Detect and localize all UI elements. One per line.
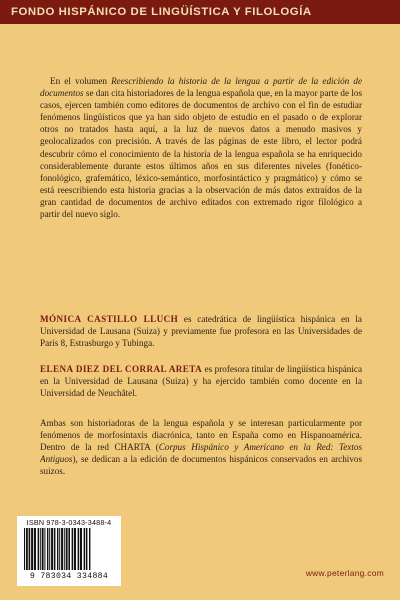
- barcode-bar: [34, 528, 36, 570]
- author-bio-1: [40, 313, 362, 349]
- author-name-1: MÓNICA CASTILLO LLUCH: [40, 314, 179, 324]
- publisher-url: www.peterlang.com: [305, 568, 384, 578]
- barcode-bar: [80, 528, 82, 570]
- barcode-bar: [59, 528, 60, 570]
- charta-title: Corpus Hispánico y Americano en la Red: Textos Antiguos: [40, 442, 362, 465]
- barcode-bar: [42, 528, 44, 570]
- barcode-bar: [61, 528, 63, 570]
- barcode-bar: [31, 528, 33, 570]
- barcode-bar: [29, 528, 31, 570]
- barcode-bar: [24, 528, 25, 570]
- note-text-1: Ambas son historiadoras de la lengua española y se interesan particularmente por fenómenos de morfosintaxis diacrónica, tanto en España como en Hispanoamérica. Dentro de la red CHARTA (: [40, 418, 362, 453]
- book-title: Reescribiendo la historia de la lengua a partir de la edición de documentos: [40, 76, 363, 99]
- barcode-bar: [78, 528, 79, 570]
- barcode-bar: [47, 528, 48, 570]
- barcode-bar: [44, 528, 45, 570]
- barcode-bar: [66, 528, 68, 570]
- barcode-bar: [74, 528, 76, 570]
- barcode-bar: [26, 528, 28, 570]
- barcode-bar: [54, 528, 56, 570]
- barcode-bar: [72, 528, 73, 570]
- isbn-label: ISBN 978-3-0343-3488-4: [26, 518, 112, 527]
- barcode-bar: [57, 528, 58, 570]
- barcode-bar: [64, 528, 65, 570]
- barcode-bar: [51, 528, 53, 570]
- authors-joint-note: [40, 417, 362, 477]
- note-text-2: ), se dedican a la edición de documentos hispánicos conservados en archivos suizos.: [40, 454, 362, 477]
- barcode-bar: [38, 528, 39, 570]
- barcode-bar: [49, 528, 50, 570]
- isbn-barcode: [17, 516, 121, 586]
- barcode-bar: [84, 528, 85, 570]
- author-bio-text-1: es catedrática de lingüística hispánica en la Universidad de Lausana (Suiza) y previamente fue profesora en las Universidades de París 8, Estrasburgo y Tubinga.: [40, 314, 362, 349]
- barcode-bar: [89, 528, 90, 570]
- series-title: FONDO HISPÁNICO DE LINGÜÍSTICA Y FILOLOGÍA: [11, 6, 312, 18]
- barcode-bar: [86, 528, 88, 570]
- blurb-intro: En el volumen: [50, 76, 112, 86]
- blurb-body: se dan cita historiadores de la lengua española que, en la mayor parte de los casos, ejercen también como editores de documentos de archivo con el fin de estudiar fenómenos lingüísticos que ya han sido objeto de estudio en el pasado o de explorar otros no tratados hasta aquí, a la luz de nuevos datos a menudo masivos y geolocalizados con precisión. A través de las páginas de este libro, el lector podrá descubrir cómo el conocimiento de la historia de la lengua española se ha enriquecido considerablemente durante estos últimos años en sus diferentes niveles (fonético-fonológico, grafemático, léxico-semántico, morfosintáctico y pragmático) y cómo se está reescribiendo esta historia gracias a la observación de más datos extraídos de la gran cantidad de documentos de archivo editados con extremado rigor filológico a partir del nuevo siglo.: [40, 88, 362, 220]
- author-bio-text-2: es profesora titular de lingüística hispánica en la Universidad de Lausana (Suiza) y ha ejercido también como docente en la Universidad de Neuchâtel.: [40, 364, 363, 399]
- back-cover-blurb: [40, 75, 362, 220]
- series-title-bar: [0, 0, 400, 24]
- author-name-2: ELENA DIEZ DEL CORRAL ARETA: [40, 364, 203, 374]
- barcode-bars: [23, 528, 115, 570]
- barcode-digits: 9 783034 334884: [29, 572, 109, 581]
- author-bio-2: [40, 363, 362, 399]
- barcode-bar: [68, 528, 70, 570]
- barcode-bar: [40, 528, 41, 570]
